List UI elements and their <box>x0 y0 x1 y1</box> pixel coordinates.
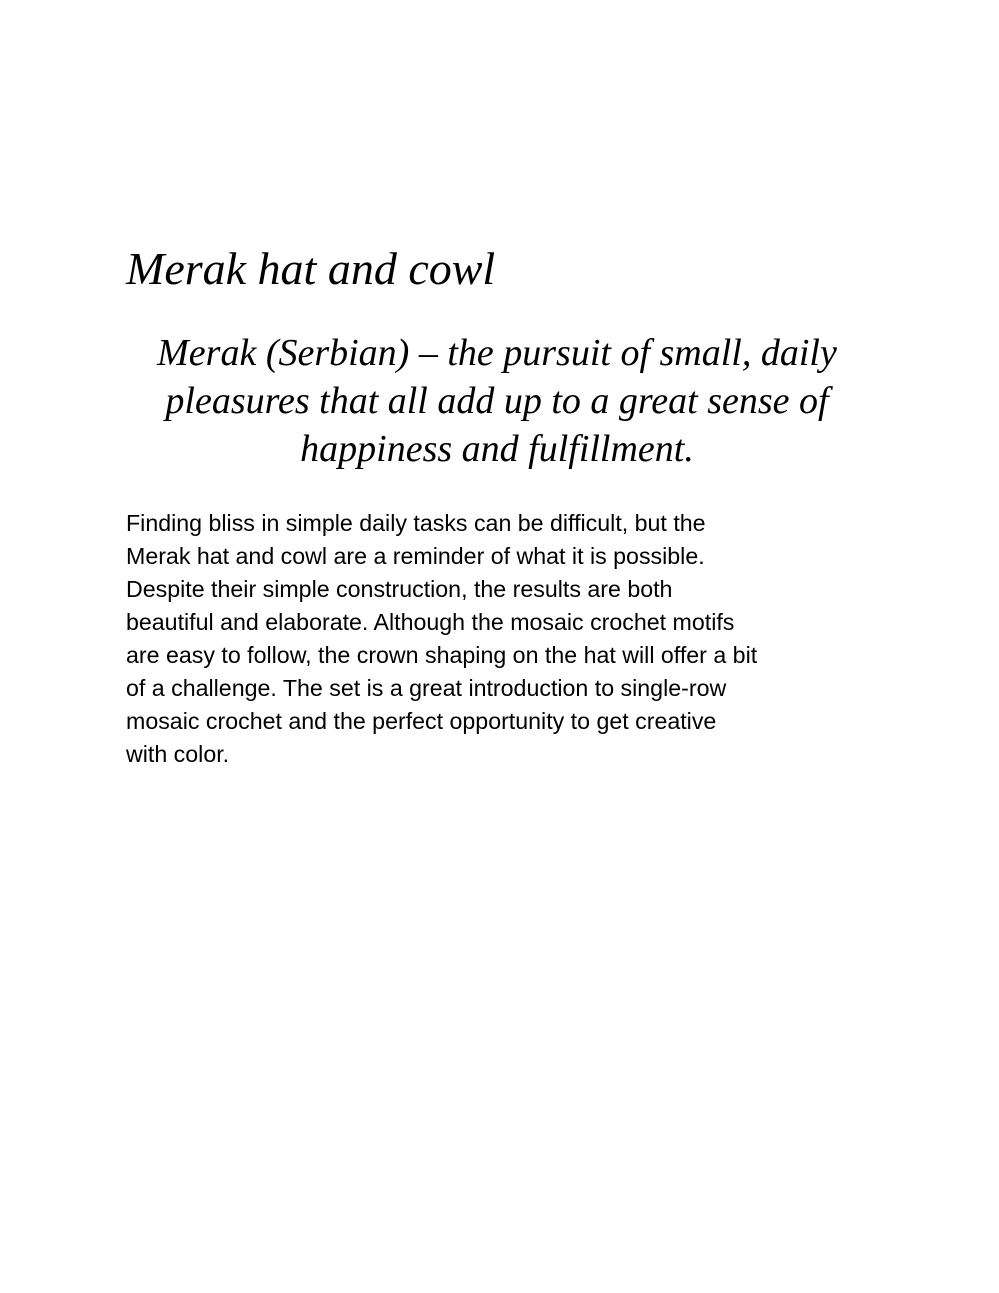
epigraph-quote <box>100 329 894 473</box>
paragraph-line: Despite their simple construction, the results are both <box>126 576 673 602</box>
epigraph-line: happiness and fulfillment. <box>300 428 694 470</box>
paragraph-line: are easy to follow, the crown shaping on the hat will offer a bit <box>126 642 758 668</box>
paragraph-line: Finding bliss in simple daily tasks can be difficult, but the <box>126 510 706 536</box>
paragraph-line: beautiful and elaborate. Although the mosaic crochet motifs <box>126 609 735 635</box>
paragraph-line: with color. <box>126 741 230 767</box>
description-paragraph <box>126 507 886 771</box>
paragraph-line: of a challenge. The set is a great introduction to single-row <box>126 675 727 701</box>
page-title: Merak hat and cowl <box>126 243 496 294</box>
paragraph-line: Merak hat and cowl are a reminder of what it is possible. <box>126 543 705 569</box>
epigraph-line: Merak (Serbian) – the pursuit of small, daily <box>157 332 837 374</box>
paragraph-line: mosaic crochet and the perfect opportunity to get creative <box>126 708 717 734</box>
epigraph-line: pleasures that all add up to a great sense of <box>165 380 829 422</box>
